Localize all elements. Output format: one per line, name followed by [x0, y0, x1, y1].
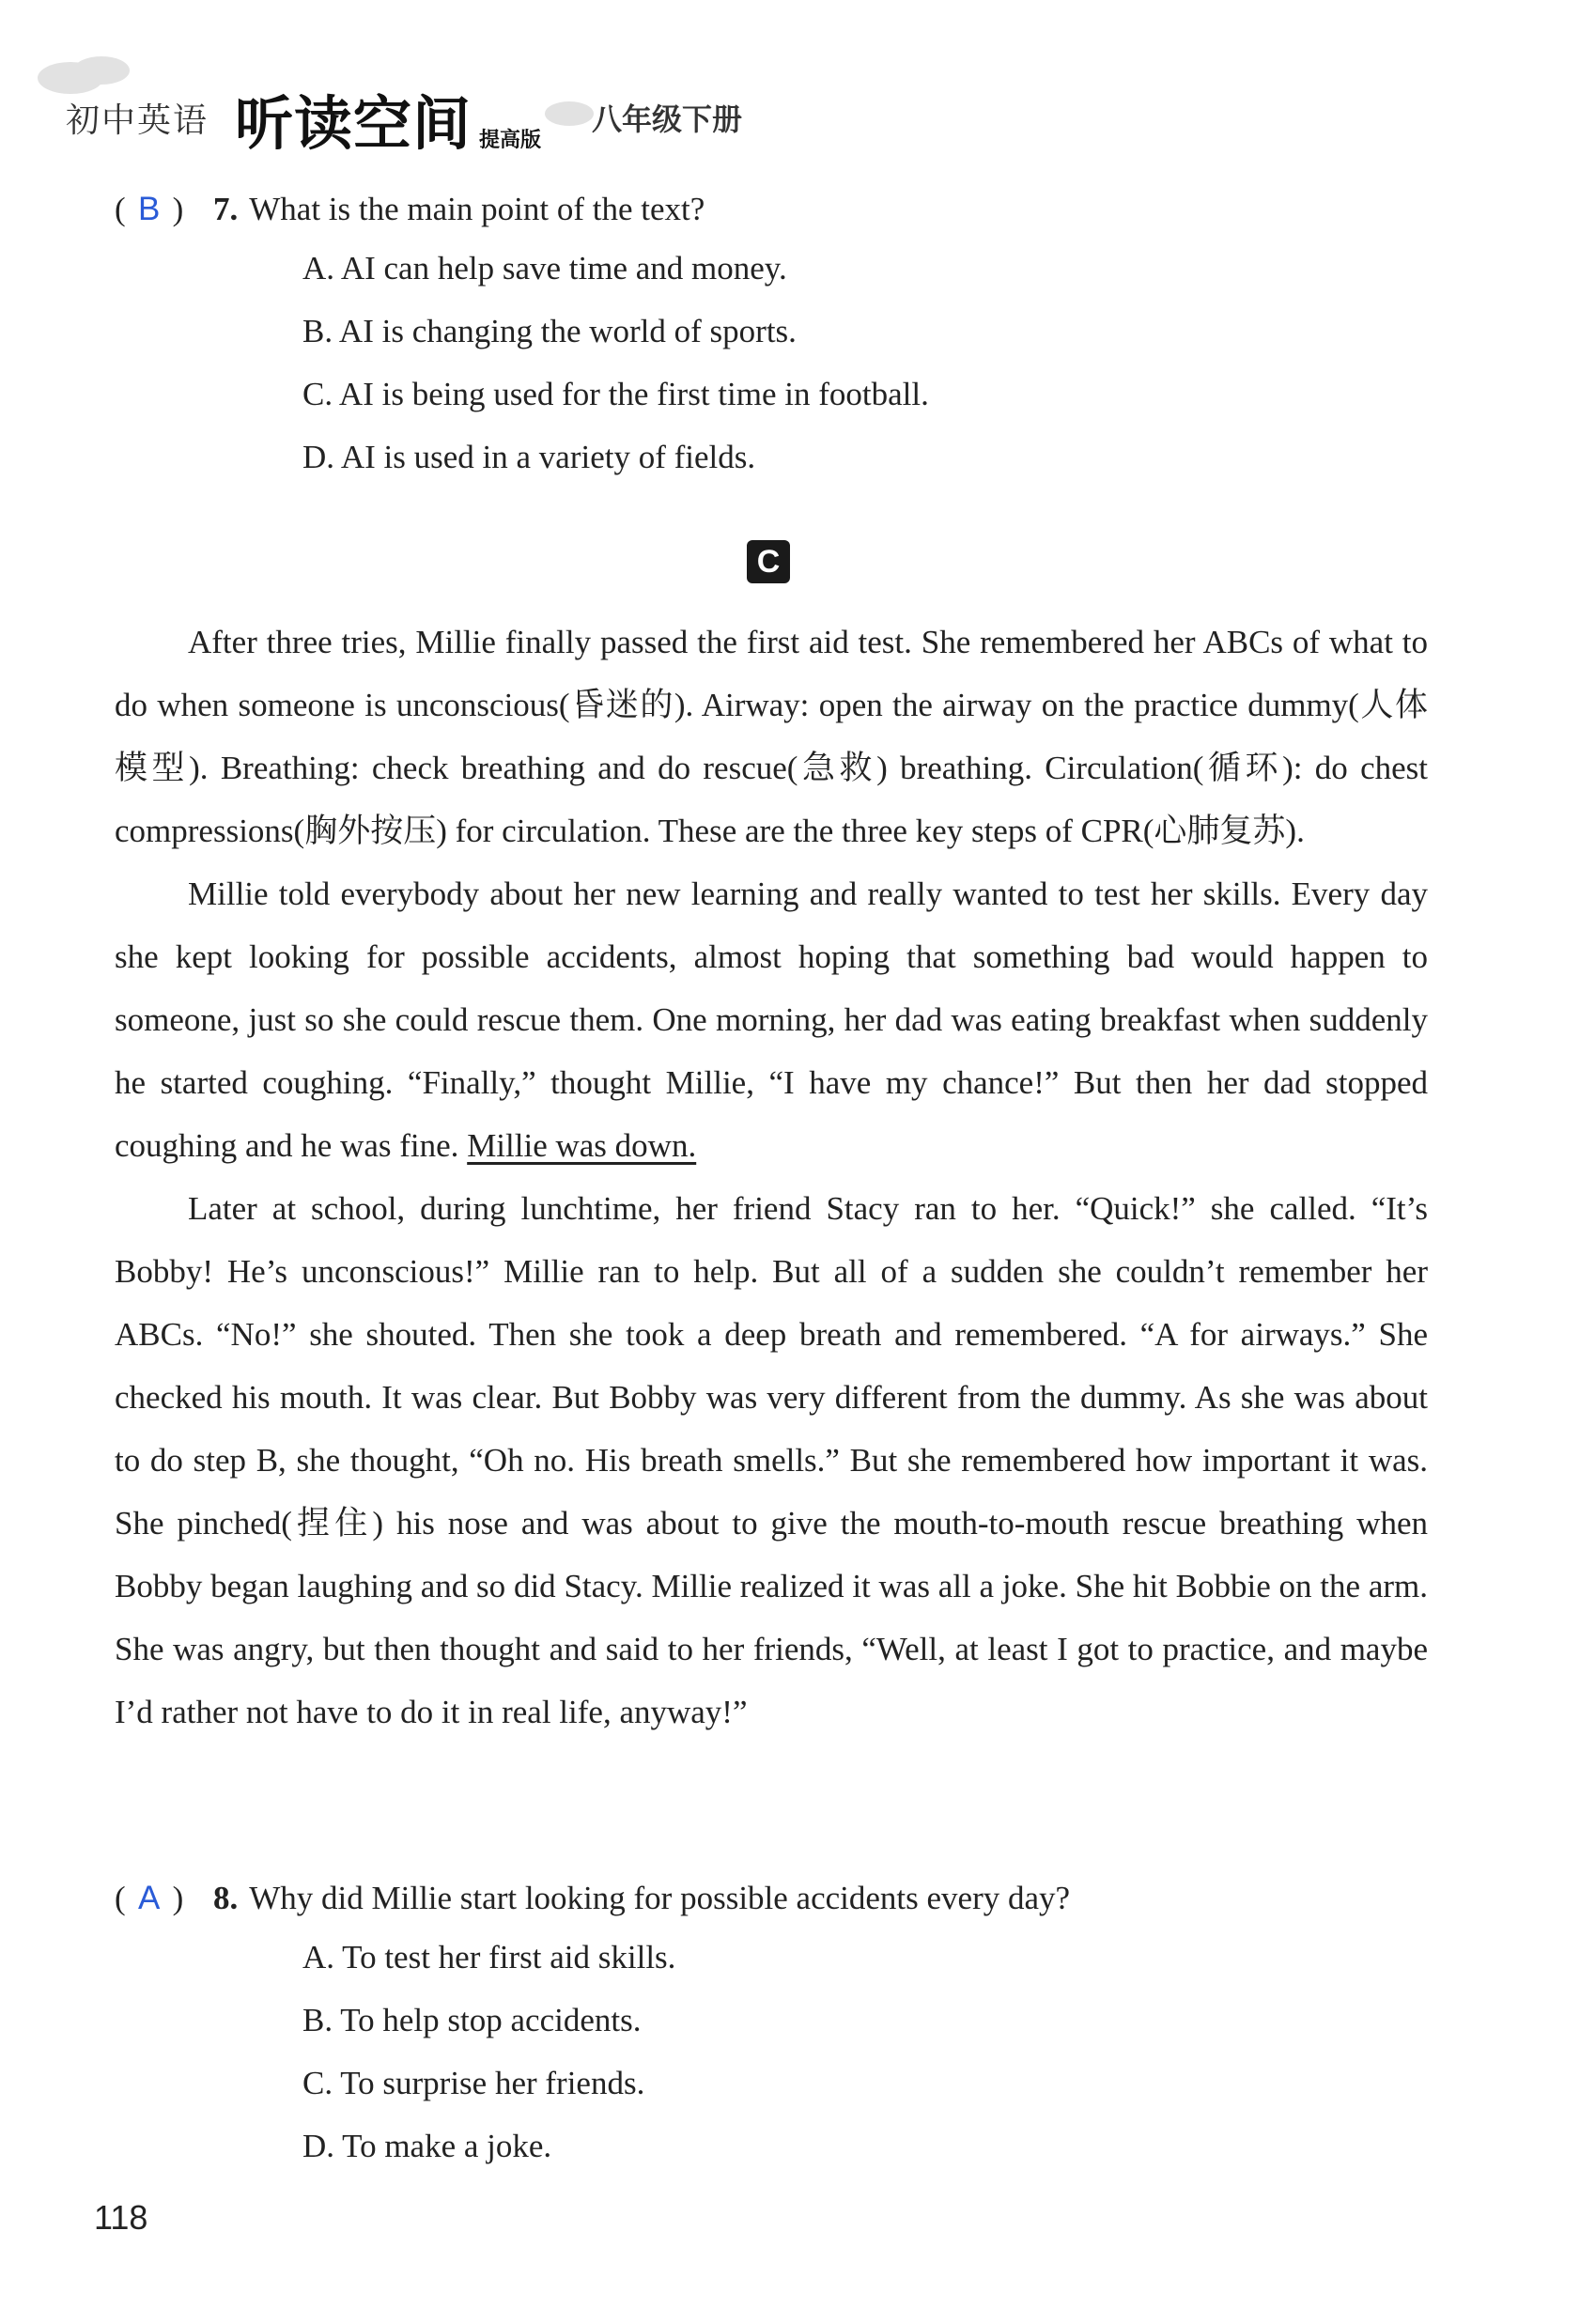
cloud-decoration	[73, 56, 130, 85]
grade-label: 八年级下册	[592, 101, 743, 137]
page-header	[38, 56, 1541, 160]
answer-bracket: ( A )	[115, 1877, 213, 1920]
paragraph-2	[115, 862, 1428, 1177]
option-b: B. To help stop accidents.	[302, 2002, 642, 2038]
paragraph-2-text: Millie told everybody about her new learning and really wanted to test her skills. Every day she kept looking for possible accidents, almost hoping that something bad would happen to someone, just so she could rescue them. One morning, her dad was eating breakfast when suddenly he started coughing. “Finally,” thought Millie, “I have my chance!” But then her dad stopped coughing and he was fine.	[115, 875, 1428, 1164]
reading-passage	[115, 611, 1428, 1743]
paragraph-1: After three tries, Millie finally passed the first aid test. She remembered her ABCs of what to do when someone is unconscious(昏迷的). Airway: open the airway on the practice dummy(人体模型). Breathing: check breathing and do rescue(急救) breathing. Circulation(循环): do chest compressions(胸外按压) for circulation. These are the three key steps of CPR(心肺复苏).	[115, 624, 1428, 849]
question-text: Why did Millie start looking for possible accidents every day?	[249, 1880, 1071, 1916]
page-number: 118	[94, 2198, 148, 2237]
book-title: 听读空间	[235, 89, 472, 158]
series-name: 初中英语	[66, 101, 209, 140]
question-text: What is the main point of the text?	[249, 191, 705, 227]
question-number: 8.	[213, 1880, 239, 1916]
underlined-phrase: Millie was down.	[467, 1127, 697, 1164]
option-a: A. AI can help save time and money.	[302, 250, 787, 287]
option-c: C. AI is being used for the first time in football.	[302, 376, 929, 412]
paragraph-3: Later at school, during lunchtime, her friend Stacy ran to her. “Quick!” she called. “It’s Bobby! He’s unconscious!” Millie ran to help. But all of a sudden she couldn’t remember her ABCs. “No!” she shouted. Then she took a deep breath and remembered. “A for airways.” She checked his mouth. It was clear. But Bobby was very different from the dummy. As she was about to do step B, she thought, “Oh no. His breath smells.” But she remembered how important it was. She pinched(捏住) his nose and was about to give the mouth-to-mouth rescue breathing when Bobby began laughing and so did Stacy. Millie realized it was all a joke. She hit Bobbie on the arm. She was angry, but then thought and said to her friends, “Well, at least I got to practice, and maybe I’d rather not have to do it in real life, anyway!”	[115, 1190, 1428, 1730]
section-badge: C	[747, 540, 790, 583]
question-8	[115, 1877, 1448, 1920]
answer-mark: B	[137, 191, 161, 227]
option-d: D. AI is used in a variety of fields.	[302, 439, 756, 475]
option-c: C. To surprise her friends.	[302, 2065, 645, 2101]
question-number: 7.	[213, 191, 239, 227]
edition-label: 提高版	[479, 129, 542, 152]
option-d: D. To make a joke.	[302, 2128, 552, 2164]
option-a: A. To test her first aid skills.	[302, 1939, 676, 1975]
option-b: B. AI is changing the world of sports.	[302, 313, 797, 349]
answer-bracket: ( B )	[115, 188, 213, 231]
question-7	[115, 188, 1448, 231]
cloud-decoration	[545, 101, 594, 126]
answer-mark: A	[137, 1880, 161, 1916]
